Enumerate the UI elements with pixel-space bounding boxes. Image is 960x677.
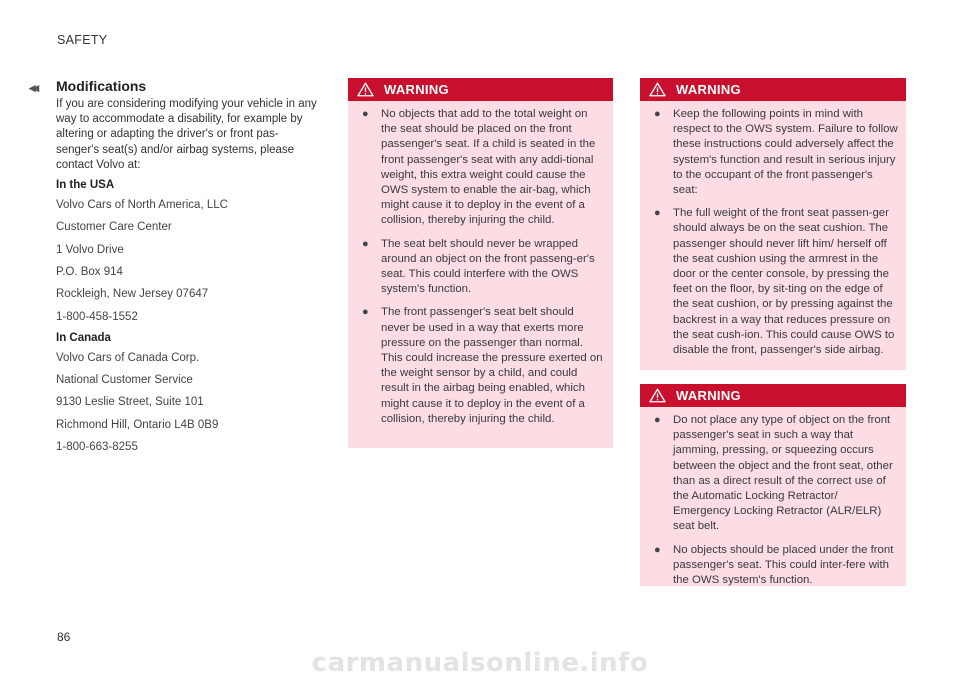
usa-line: Customer Care Center xyxy=(56,221,172,234)
bullet-icon: ● xyxy=(654,543,661,556)
warning-item xyxy=(652,543,898,589)
bullet-icon: ● xyxy=(362,306,369,319)
warning-label: WARNING xyxy=(676,388,741,403)
bullet-icon: ● xyxy=(654,414,661,426)
canada-line: Richmond Hill, Ontario L4B 0B9 xyxy=(56,418,219,431)
modifications-intro: If you are considering modifying your vehicle in any way to accommodate a disability, for example by altering or adapting the driver's or front pas-senger's seat(s) and/or airbag systems, please contact Volvo at: xyxy=(56,98,317,171)
warning-text: The front passenger's seat belt should never be used in a way that exerts more pressure on the passenger than normal. This could increase the pressure exerted on the weight sensor by a child, and could result in the airbag being enabled, which might cause it to deploy in the event of a collision, thereby injuring the child. xyxy=(381,306,603,425)
canada-phone: 1-800-663-8255 xyxy=(56,440,138,453)
warning-text: Do not place any type of object on the front passenger's seat in such a way that jamming, pressing, or squeezing occurs between the object and the front seat, other than as a direct result of the correct use of the Automatic Locking Retractor/ Emergency Locking Retractor (ALR/ELR) seat belt. xyxy=(673,414,893,533)
warning-text: Keep the following points in mind with respect to the OWS system. Failure to follow these instructions could adversely affect the system's function and result in serious injury to the occupant of the front passenger's seat: xyxy=(673,108,898,197)
warning-box xyxy=(640,384,906,586)
usa-line: 1 Volvo Drive xyxy=(56,243,124,256)
usa-heading: In the USA xyxy=(56,179,115,192)
warning-item xyxy=(360,107,605,229)
canada-heading: In Canada xyxy=(56,331,111,344)
warning-triangle-icon xyxy=(357,82,374,97)
warning-item xyxy=(360,305,605,427)
usa-line: P.O. Box 914 xyxy=(56,265,123,278)
warning-header xyxy=(640,384,906,407)
warning-item xyxy=(652,107,898,198)
warning-header xyxy=(348,78,613,101)
canada-line: National Customer Service xyxy=(56,374,193,387)
back-arrow-icon[interactable]: ◂◂ xyxy=(29,80,37,95)
watermark: carmanualsonline.info xyxy=(311,648,649,677)
bullet-icon: ● xyxy=(654,108,661,120)
warning-triangle-icon xyxy=(649,388,666,403)
modifications-title: Modifications xyxy=(56,78,147,94)
section-header: SAFETY xyxy=(57,33,108,47)
warning-item xyxy=(652,413,898,535)
warning-item xyxy=(360,237,605,298)
warning-box xyxy=(348,78,613,448)
page-number: 86 xyxy=(57,630,71,644)
warning-box xyxy=(640,78,906,370)
warning-label: WARNING xyxy=(384,82,449,97)
bullet-icon: ● xyxy=(362,237,369,250)
usa-line: Volvo Cars of North America, LLC xyxy=(56,199,228,212)
usa-line: Rockleigh, New Jersey 07647 xyxy=(56,288,209,301)
warning-text: No objects should be placed under the front passenger's seat. This could inter-fere with the OWS system's function. xyxy=(673,543,894,587)
canada-line: 9130 Leslie Street, Suite 101 xyxy=(56,396,204,409)
warning-header xyxy=(640,78,906,101)
usa-phone: 1-800-458-1552 xyxy=(56,310,138,323)
warning-text: The full weight of the front seat passen-ger should always be on the seat cushion. The passenger should never lift him/ herself off the seat cushion using the armrest in the door or the center console, by pressing the feet on the floor, by sit-ting on the edge of the seat cushion, or by pressing against the backrest in a way that reduces pressure on the seat cush-ion. This could cause OWS to disable the front, passenger's side airbag. xyxy=(673,207,895,357)
bullet-icon: ● xyxy=(654,207,661,220)
warning-text: No objects that add to the total weight on the seat should be placed on the front passenger's seat. If a child is seated in the front passenger's seat with any addi-tional weight, this extra weight could cause the OWS system to enable the air-bag, which might cause it to deploy in the event of a collision, thereby injuring the child. xyxy=(381,108,596,227)
modifications-section xyxy=(56,78,321,462)
warning-item xyxy=(652,206,898,358)
canada-line: Volvo Cars of Canada Corp. xyxy=(56,351,200,364)
warning-text: The seat belt should never be wrapped around an object on the front passeng-er's seat. This could interfere with the OWS system's function. xyxy=(381,237,595,296)
warning-triangle-icon xyxy=(649,82,666,97)
bullet-icon: ● xyxy=(362,108,369,120)
warning-label: WARNING xyxy=(676,82,741,97)
